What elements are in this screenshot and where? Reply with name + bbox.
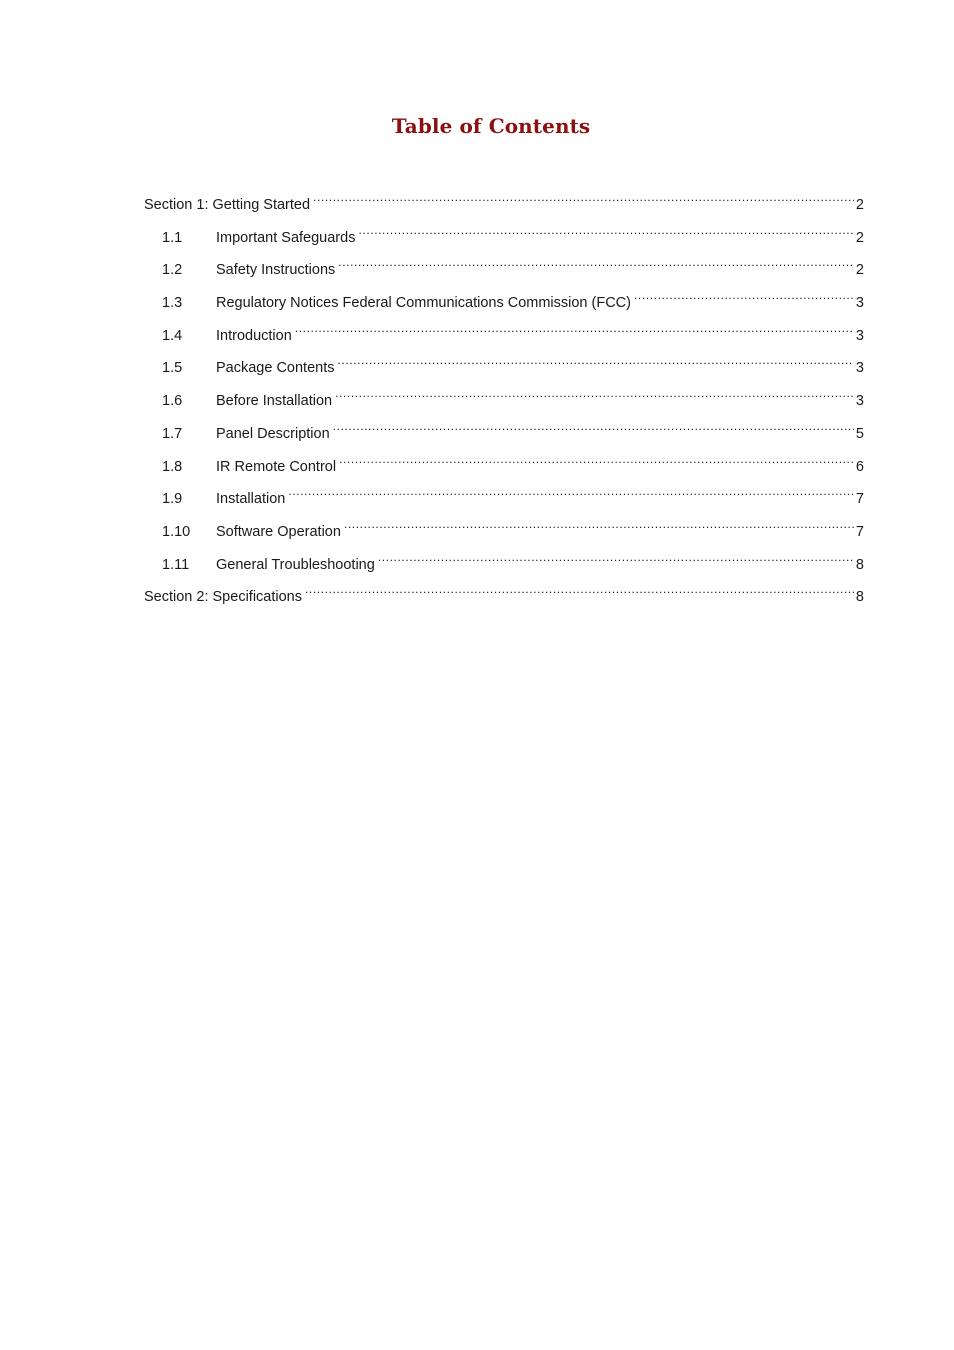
toc-entry-number: 1.2 bbox=[162, 262, 183, 279]
page-title: Table of Contents bbox=[391, 114, 591, 138]
toc-entry-number: 1.8 bbox=[162, 458, 183, 475]
toc-page-number: 6 bbox=[855, 458, 864, 475]
toc-entry-number: 1.11 bbox=[162, 556, 190, 573]
toc-entry-safety-instructions[interactable] bbox=[144, 250, 864, 279]
toc-entry-number: 1.6 bbox=[162, 393, 183, 410]
toc-dot-leader bbox=[378, 545, 854, 569]
toc-entry-number: 1.5 bbox=[162, 360, 183, 377]
toc-page-number: 8 bbox=[855, 589, 864, 606]
toc-entry-before-installation[interactable] bbox=[144, 381, 864, 410]
toc-entry-label: General Troubleshooting bbox=[216, 556, 375, 573]
toc-dot-leader bbox=[305, 577, 854, 601]
toc-dot-leader bbox=[338, 250, 854, 274]
toc-dot-leader bbox=[634, 283, 854, 307]
toc-entry-package-contents[interactable] bbox=[144, 348, 864, 377]
toc-entry-ir-remote-control[interactable] bbox=[144, 447, 864, 475]
toc-entry-panel-description[interactable] bbox=[144, 414, 864, 442]
toc-dot-leader bbox=[313, 185, 854, 209]
toc-page-number: 2 bbox=[855, 197, 864, 213]
toc-entry-label: Package Contents bbox=[216, 360, 335, 377]
toc-dot-leader bbox=[338, 348, 854, 372]
toc-section-specifications[interactable] bbox=[144, 577, 864, 606]
toc-entry-label: Safety Instructions bbox=[216, 262, 336, 279]
table-of-contents bbox=[144, 185, 864, 606]
toc-entry-label: Before Installation bbox=[216, 393, 333, 410]
toc-entry-label: Regulatory Notices Federal Communications Commission (FCC) bbox=[216, 295, 631, 312]
toc-page-number: 2 bbox=[855, 262, 864, 279]
toc-page-number: 7 bbox=[855, 523, 864, 540]
toc-entry-number: 1.7 bbox=[162, 425, 183, 442]
toc-dot-leader bbox=[339, 447, 854, 471]
toc-entry-number: 1.10 bbox=[162, 523, 191, 540]
toc-section-getting-started[interactable] bbox=[144, 185, 864, 213]
toc-entry-label: Software Operation bbox=[216, 523, 341, 540]
toc-dot-leader bbox=[333, 414, 854, 438]
toc-entry-number: 1.4 bbox=[162, 327, 183, 344]
toc-dot-leader bbox=[358, 218, 853, 242]
toc-entry-number: 1.3 bbox=[162, 295, 183, 312]
toc-page-number: 8 bbox=[855, 556, 864, 573]
toc-page-number: 3 bbox=[855, 360, 864, 377]
toc-entry-number: 1.9 bbox=[162, 491, 183, 508]
toc-dot-leader bbox=[295, 316, 854, 340]
toc-entry-number: 1.1 bbox=[162, 229, 183, 246]
toc-entry-important-safeguards[interactable] bbox=[144, 218, 864, 246]
toc-entry-installation[interactable] bbox=[144, 479, 864, 508]
toc-section-label: Section 2: Specifications bbox=[144, 589, 302, 606]
toc-entry-label: Panel Description bbox=[216, 425, 330, 442]
toc-page-number: 7 bbox=[855, 491, 864, 508]
toc-entry-label: IR Remote Control bbox=[216, 458, 337, 475]
toc-page-number: 3 bbox=[855, 327, 864, 344]
toc-entry-label: Introduction bbox=[216, 327, 292, 344]
toc-page-number: 2 bbox=[855, 229, 864, 246]
toc-section-label: Section 1: Getting Started bbox=[144, 197, 311, 213]
toc-entry-general-troubleshooting[interactable] bbox=[144, 545, 864, 573]
toc-entry-introduction[interactable] bbox=[144, 316, 864, 344]
toc-entry-regulatory-notices[interactable] bbox=[144, 283, 864, 312]
toc-dot-leader bbox=[335, 381, 854, 405]
toc-dot-leader bbox=[288, 479, 854, 503]
toc-page-number: 3 bbox=[855, 393, 864, 410]
toc-dot-leader bbox=[344, 512, 854, 536]
toc-page-number: 5 bbox=[855, 425, 864, 442]
toc-entry-label: Important Safeguards bbox=[216, 229, 356, 246]
toc-page-number: 3 bbox=[855, 295, 864, 312]
toc-entry-software-operation[interactable] bbox=[144, 512, 864, 540]
toc-entry-label: Installation bbox=[216, 491, 286, 508]
